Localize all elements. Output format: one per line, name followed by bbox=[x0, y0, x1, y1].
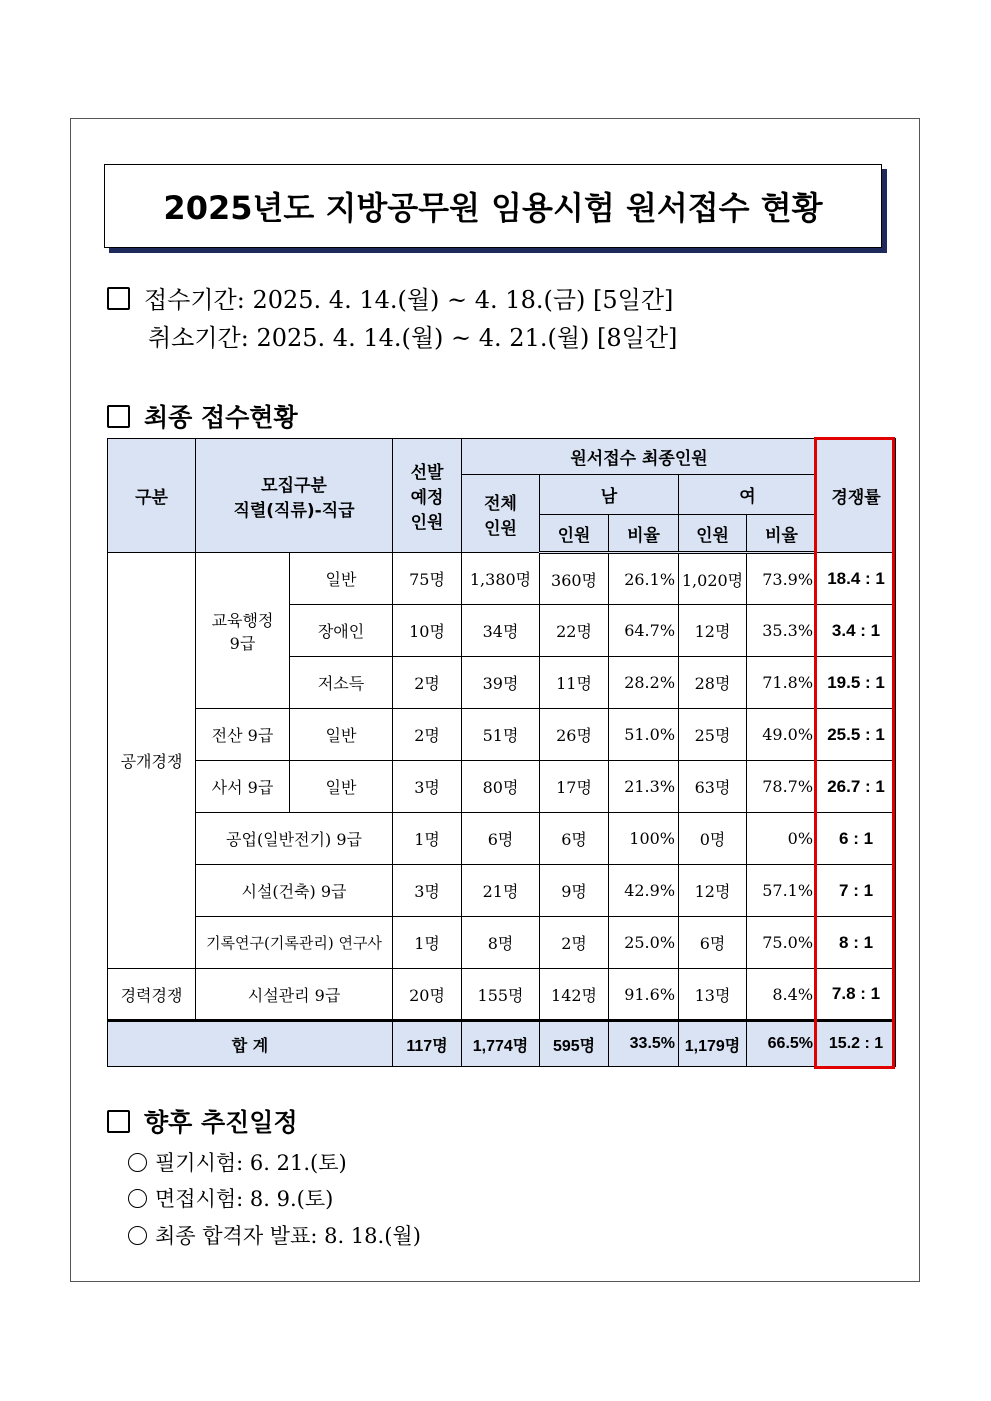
header-competition: 경쟁률 bbox=[817, 439, 896, 553]
male-count: 142명 bbox=[540, 969, 609, 1021]
female-ratio: 73.9% bbox=[747, 553, 817, 605]
position-name: 전산 9급 bbox=[196, 709, 290, 761]
male-ratio: 42.9% bbox=[609, 865, 679, 917]
sub-type: 일반 bbox=[290, 709, 393, 761]
competition-rate: 8 : 1 bbox=[817, 917, 896, 969]
schedule-written-exam: 필기시험: 6. 21.(토) bbox=[155, 1151, 347, 1175]
total-male-ratio: 33.5% bbox=[609, 1021, 679, 1067]
planned: 1명 bbox=[393, 917, 462, 969]
total: 155명 bbox=[462, 969, 540, 1021]
sub-type: 일반 bbox=[290, 761, 393, 813]
schedule-item bbox=[128, 1147, 347, 1177]
total-female-count: 1,179명 bbox=[679, 1021, 747, 1067]
circle-bullet-icon bbox=[128, 1189, 147, 1208]
schedule-final-announcement: 최종 합격자 발표: 8. 18.(월) bbox=[155, 1224, 421, 1248]
male-count: 26명 bbox=[540, 709, 609, 761]
section-final-label: 최종 접수현황 bbox=[144, 403, 298, 432]
total-female-ratio: 66.5% bbox=[747, 1021, 817, 1067]
female-ratio: 71.8% bbox=[747, 657, 817, 709]
table-row bbox=[108, 709, 896, 761]
planned: 3명 bbox=[393, 865, 462, 917]
male-count: 2명 bbox=[540, 917, 609, 969]
header-male-ratio: 비율 bbox=[609, 515, 679, 553]
female-count: 28명 bbox=[679, 657, 747, 709]
position-name: 기록연구(기록관리) 연구사 bbox=[196, 917, 393, 969]
male-ratio: 25.0% bbox=[609, 917, 679, 969]
female-count: 1,020명 bbox=[679, 553, 747, 605]
total: 8명 bbox=[462, 917, 540, 969]
competition-rate: 19.5 : 1 bbox=[817, 657, 896, 709]
male-count: 9명 bbox=[540, 865, 609, 917]
competition-rate: 18.4 : 1 bbox=[817, 553, 896, 605]
header-planned-line3: 인원 bbox=[410, 513, 444, 533]
total: 6명 bbox=[462, 813, 540, 865]
header-planned bbox=[393, 439, 462, 553]
female-ratio: 8.4% bbox=[747, 969, 817, 1021]
male-count: 11명 bbox=[540, 657, 609, 709]
female-ratio: 35.3% bbox=[747, 605, 817, 657]
total: 51명 bbox=[462, 709, 540, 761]
header-total-line2: 인원 bbox=[484, 518, 517, 539]
sub-type: 저소득 bbox=[290, 657, 393, 709]
competition-rate: 25.5 : 1 bbox=[817, 709, 896, 761]
header-total bbox=[462, 475, 540, 553]
planned: 2명 bbox=[393, 709, 462, 761]
schedule-item bbox=[128, 1220, 421, 1250]
header-planned-line2: 예정 bbox=[410, 488, 444, 508]
schedule-interview: 면접시험: 8. 9.(토) bbox=[155, 1187, 334, 1211]
header-applicants: 원서접수 최종인원 bbox=[462, 439, 817, 475]
schedule-item bbox=[128, 1183, 333, 1213]
title-box bbox=[104, 164, 882, 248]
position-name: 시설관리 9급 bbox=[196, 969, 393, 1021]
header-recruit-line2: 직렬(직류)-직급 bbox=[233, 500, 355, 521]
total: 21명 bbox=[462, 865, 540, 917]
table-row bbox=[108, 865, 896, 917]
table-row bbox=[108, 813, 896, 865]
male-count: 17명 bbox=[540, 761, 609, 813]
header-total-line1: 전체 bbox=[484, 493, 517, 514]
female-ratio: 57.1% bbox=[747, 865, 817, 917]
application-status-table bbox=[107, 438, 896, 1067]
female-count: 13명 bbox=[679, 969, 747, 1021]
competition-rate: 7 : 1 bbox=[817, 865, 896, 917]
header-male-count: 인원 bbox=[540, 515, 609, 553]
header-male: 남 bbox=[540, 475, 679, 515]
total: 80명 bbox=[462, 761, 540, 813]
table-row bbox=[108, 761, 896, 813]
header-female-ratio: 비율 bbox=[747, 515, 817, 553]
sub-type: 장애인 bbox=[290, 605, 393, 657]
total: 1,380명 bbox=[462, 553, 540, 605]
position-name: 사서 9급 bbox=[196, 761, 290, 813]
female-count: 0명 bbox=[679, 813, 747, 865]
total: 39명 bbox=[462, 657, 540, 709]
planned: 10명 bbox=[393, 605, 462, 657]
female-ratio: 49.0% bbox=[747, 709, 817, 761]
apply-period-value: 2025. 4. 14.(월) ~ 4. 18.(금) [5일간] bbox=[252, 286, 674, 314]
female-ratio: 75.0% bbox=[747, 917, 817, 969]
male-ratio: 100% bbox=[609, 813, 679, 865]
competition-rate: 7.8 : 1 bbox=[817, 969, 896, 1021]
planned: 2명 bbox=[393, 657, 462, 709]
table-row bbox=[108, 969, 896, 1021]
header-female: 여 bbox=[679, 475, 817, 515]
planned: 20명 bbox=[393, 969, 462, 1021]
male-ratio: 28.2% bbox=[609, 657, 679, 709]
total-competition-rate: 15.2 : 1 bbox=[817, 1021, 896, 1067]
sub-type: 일반 bbox=[290, 553, 393, 605]
group-open: 공개경쟁 bbox=[108, 553, 196, 969]
female-count: 12명 bbox=[679, 605, 747, 657]
apply-period bbox=[107, 280, 673, 315]
competition-rate: 3.4 : 1 bbox=[817, 605, 896, 657]
total-planned: 117명 bbox=[393, 1021, 462, 1067]
female-count: 6명 bbox=[679, 917, 747, 969]
checkbox-icon bbox=[107, 287, 130, 310]
table-row bbox=[108, 553, 896, 605]
total-label: 합 계 bbox=[108, 1021, 393, 1067]
male-count: 6명 bbox=[540, 813, 609, 865]
total-male-count: 595명 bbox=[540, 1021, 609, 1067]
edu-admin-line1: 교육행정 bbox=[211, 610, 274, 630]
male-ratio: 91.6% bbox=[609, 969, 679, 1021]
position-name: 공업(일반전기) 9급 bbox=[196, 813, 393, 865]
checkbox-icon bbox=[107, 405, 130, 428]
female-count: 25명 bbox=[679, 709, 747, 761]
competition-rate: 26.7 : 1 bbox=[817, 761, 896, 813]
edu-admin-cell bbox=[196, 553, 290, 709]
male-ratio: 64.7% bbox=[609, 605, 679, 657]
header-recruit-line1: 모집구분 bbox=[261, 475, 327, 496]
total-row bbox=[108, 1021, 896, 1067]
cancel-period-label: 취소기간: bbox=[148, 324, 249, 352]
section-schedule-label: 향후 추진일정 bbox=[144, 1108, 298, 1137]
female-count: 12명 bbox=[679, 865, 747, 917]
male-ratio: 26.1% bbox=[609, 553, 679, 605]
header-category: 구분 bbox=[108, 439, 196, 553]
female-count: 63명 bbox=[679, 761, 747, 813]
table-row bbox=[108, 917, 896, 969]
section-schedule-heading bbox=[107, 1103, 298, 1139]
group-career: 경력경쟁 bbox=[108, 969, 196, 1021]
circle-bullet-icon bbox=[128, 1226, 147, 1245]
circle-bullet-icon bbox=[128, 1153, 147, 1172]
header-recruit bbox=[196, 439, 393, 553]
page-title: 2025년도 지방공무원 임용시험 원서접수 현황 bbox=[163, 189, 823, 227]
header-female-count: 인원 bbox=[679, 515, 747, 553]
male-ratio: 21.3% bbox=[609, 761, 679, 813]
position-name: 시설(건축) 9급 bbox=[196, 865, 393, 917]
checkbox-icon bbox=[107, 1110, 130, 1133]
female-ratio: 78.7% bbox=[747, 761, 817, 813]
total: 34명 bbox=[462, 605, 540, 657]
cancel-period-value: 2025. 4. 14.(월) ~ 4. 21.(월) [8일간] bbox=[256, 324, 678, 352]
competition-rate: 6 : 1 bbox=[817, 813, 896, 865]
cancel-period bbox=[148, 318, 677, 353]
female-ratio: 0% bbox=[747, 813, 817, 865]
male-count: 360명 bbox=[540, 553, 609, 605]
male-count: 22명 bbox=[540, 605, 609, 657]
planned: 3명 bbox=[393, 761, 462, 813]
header-planned-line1: 선발 bbox=[410, 463, 444, 483]
planned: 1명 bbox=[393, 813, 462, 865]
apply-period-label: 접수기간: bbox=[144, 286, 245, 314]
edu-admin-line2: 9급 bbox=[229, 633, 256, 653]
male-ratio: 51.0% bbox=[609, 709, 679, 761]
total-applicants: 1,774명 bbox=[462, 1021, 540, 1067]
section-final-heading bbox=[107, 398, 298, 434]
planned: 75명 bbox=[393, 553, 462, 605]
